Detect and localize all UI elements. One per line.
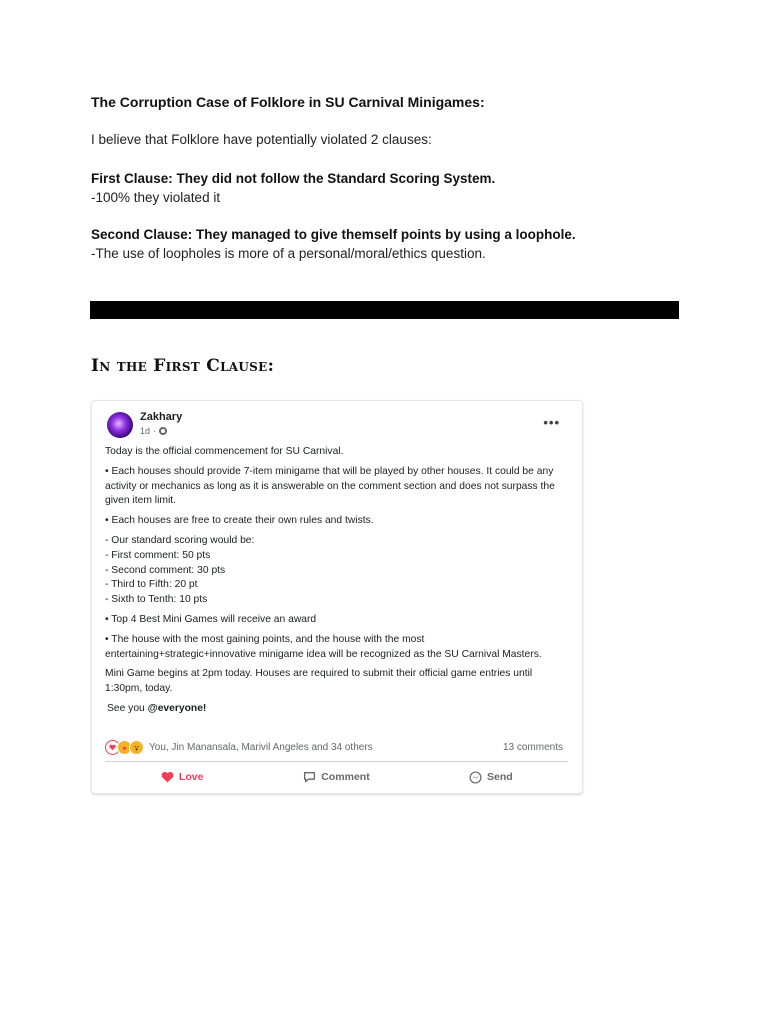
intro-text: I believe that Folklore have potentially violated 2 clauses:	[91, 132, 432, 147]
messenger-icon	[469, 771, 482, 784]
actions-divider	[105, 761, 568, 762]
post-closing: See you @everyone!	[107, 702, 207, 714]
first-clause-note: -100% they violated it	[91, 190, 221, 205]
comments-count[interactable]: 13 comments	[502, 741, 563, 753]
post-author[interactable]: Zakhary	[140, 411, 183, 423]
post-body	[105, 445, 565, 722]
reaction-names[interactable]: You, Jin Manansala, Marivil Angeles and 34 others	[149, 741, 373, 753]
everyone-mention[interactable]: @everyone!	[147, 702, 207, 714]
section-heading: In the First Clause:	[91, 356, 275, 376]
wow-icon	[129, 740, 144, 755]
reactions-row	[105, 739, 563, 755]
globe-icon	[159, 427, 167, 435]
post-paragraph: Today is the official commencement for SU Carnival.	[105, 446, 344, 457]
document-title: The Corruption Case of Folklore in SU Carnival Minigames:	[91, 94, 485, 110]
heart-icon	[161, 771, 174, 783]
scoring-line: - Third to Fifth: 20 pt	[105, 579, 198, 591]
post-paragraph: • The house with the most gaining points, and the house with the most entertaining+strategic+innovative minigame idea will be recognized as the SU Carnival Masters.	[105, 633, 542, 660]
comment-icon	[303, 771, 316, 783]
love-label: Love	[178, 771, 204, 783]
redaction-bar	[90, 301, 679, 319]
post-paragraph: Mini Game begins at 2pm today. Houses are required to submit their official game entries until 1:30pm, today.	[105, 668, 533, 695]
reaction-icons[interactable]	[105, 740, 141, 755]
second-clause-note: -The use of loopholes is more of a personal/moral/ethics question.	[91, 246, 486, 261]
post-time[interactable]: 1d	[140, 426, 151, 436]
scoring-line: - First comment: 50 pts	[105, 549, 211, 561]
send-button[interactable]	[414, 766, 568, 788]
scoring-line: - Our standard scoring would be:	[105, 534, 255, 546]
post-paragraph: • Each houses should provide 7-item minigame that will be played by other houses. It could be any activity or mechanics as long as it is answerable on the comment section and does not surpass the given item limit.	[105, 465, 555, 507]
love-button[interactable]	[105, 766, 259, 788]
avatar[interactable]	[107, 412, 133, 438]
post-paragraph: • Top 4 Best Mini Games will receive an award	[105, 613, 317, 625]
scoring-list	[105, 534, 565, 608]
scoring-line: - Sixth to Tenth: 10 pts	[105, 594, 208, 606]
comment-label: Comment	[321, 771, 370, 783]
facebook-post	[91, 400, 583, 794]
comment-button[interactable]	[259, 766, 413, 788]
second-clause-heading: Second Clause: They managed to give themself points by using a loophole.	[91, 227, 576, 242]
first-clause-heading: First Clause: They did not follow the Standard Scoring System.	[91, 171, 496, 186]
send-label: Send	[486, 771, 513, 783]
post-paragraph: • Each houses are free to create their own rules and twists.	[105, 515, 374, 527]
post-meta: 1d ·	[140, 426, 167, 436]
post-actions	[105, 766, 568, 788]
scoring-line: - Second comment: 30 pts	[105, 564, 226, 576]
more-options-button[interactable]: •••	[543, 415, 560, 430]
